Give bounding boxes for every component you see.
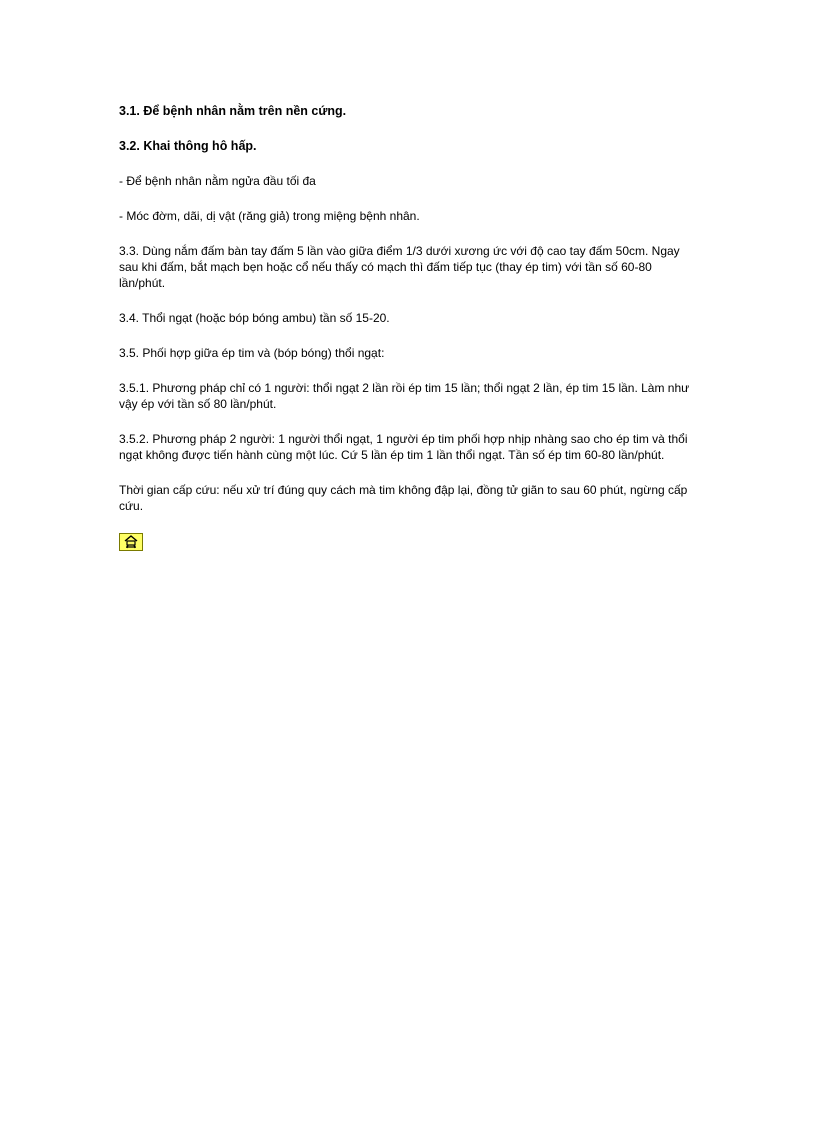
heading-3-2: 3.2. Khai thông hô hấp. <box>119 139 257 153</box>
document-body <box>119 103 694 551</box>
paragraph-3-3: 3.3. Dùng nắm đấm bàn tay đấm 5 lần vào giữa điểm 1/3 dưới xương ức với độ cao tay đấm 50cm. Ngay sau khi đấm, bắt mạch bẹn hoặc cổ nếu thấy có mạch thì đấm tiếp tục (thay ép tim) với tần số 60-80 lần/phút. <box>119 244 680 290</box>
heading-3-1: 3.1. Để bệnh nhân nằm trên nền cứng. <box>119 104 347 118</box>
paragraph-3-5-1: 3.5.1. Phương pháp chỉ có 1 người: thổi ngạt 2 lần rồi ép tim 15 lần; thổi ngạt 2 lần, ép tim 15 lần. Làm như vậy ép với tần số 80 lần/phút. <box>119 381 690 411</box>
paragraph-clear-mouth: - Móc đờm, dãi, dị vật (răng giả) trong miệng bệnh nhân. <box>119 209 420 223</box>
house-icon <box>123 535 139 549</box>
home-nav-icon[interactable] <box>119 533 143 551</box>
paragraph-resuscitation-time: Thời gian cấp cứu: nếu xử trí đúng quy cách mà tim không đập lại, đồng tử giãn to sau 60 phút, ngừng cấp cứu. <box>119 483 688 513</box>
paragraph-supine-position: - Để bệnh nhân nằm ngửa đầu tối đa <box>119 174 316 188</box>
paragraph-3-5-2: 3.5.2. Phương pháp 2 người: 1 người thổi ngạt, 1 người ép tim phối hợp nhịp nhàng sao cho ép tim và thổi ngạt không được tiến hành cùng một lúc. Cứ 5 lần ép tim 1 lần thổi ngạt. Tần số ép tim 60-80 lần/phút. <box>119 432 688 462</box>
paragraph-3-4: 3.4. Thổi ngạt (hoặc bóp bóng ambu) tần số 15-20. <box>119 311 390 325</box>
paragraph-3-5: 3.5. Phối hợp giữa ép tim và (bóp bóng) thổi ngạt: <box>119 346 385 360</box>
